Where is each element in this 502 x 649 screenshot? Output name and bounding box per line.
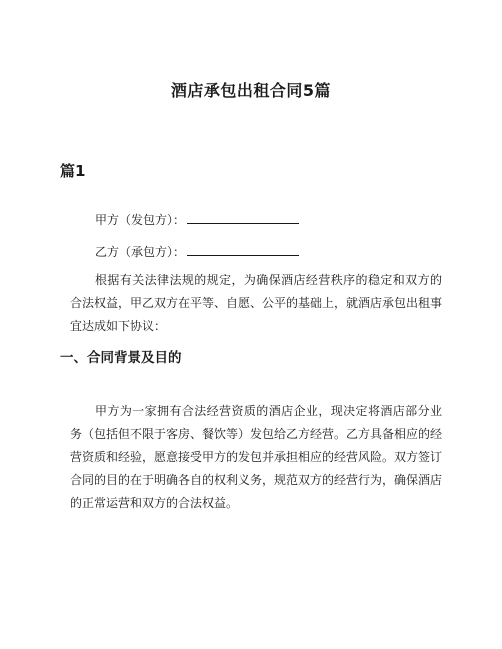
party-a-blank — [187, 213, 299, 224]
document-title: 酒店承包出租合同5篇 — [170, 81, 332, 100]
section-1-paragraph: 甲方为一家拥有合法经营资质的酒店企业，现决定将酒店部分业务（包括但不限于客房、餐饮等）发包给乙方经营。乙方具备相应的经营资质和经验，愿意接受甲方的发包并承担相应的经营风险。双方签订合同的目的在于明确各自的权利义务，规范双方的经营行为，确保酒店的正常运营和双方的合法权益。 — [70, 404, 443, 510]
part-heading: 篇1 — [60, 162, 86, 180]
party-b-blank — [187, 245, 299, 256]
preamble-paragraph: 根据有关法律法规的规定，为确保酒店经营秩序的稳定和双方的合法权益，甲乙双方在平等、自愿、公平的基础上，就酒店承包出租事宜达成如下协议： — [70, 273, 443, 333]
party-b-label: 乙方（承包方）： — [95, 245, 186, 259]
party-b-field — [95, 243, 299, 260]
section-1-heading: 一、合同背景及目的 — [60, 350, 182, 366]
party-a-field — [95, 211, 299, 228]
party-a-label: 甲方（发包方）： — [95, 213, 186, 227]
